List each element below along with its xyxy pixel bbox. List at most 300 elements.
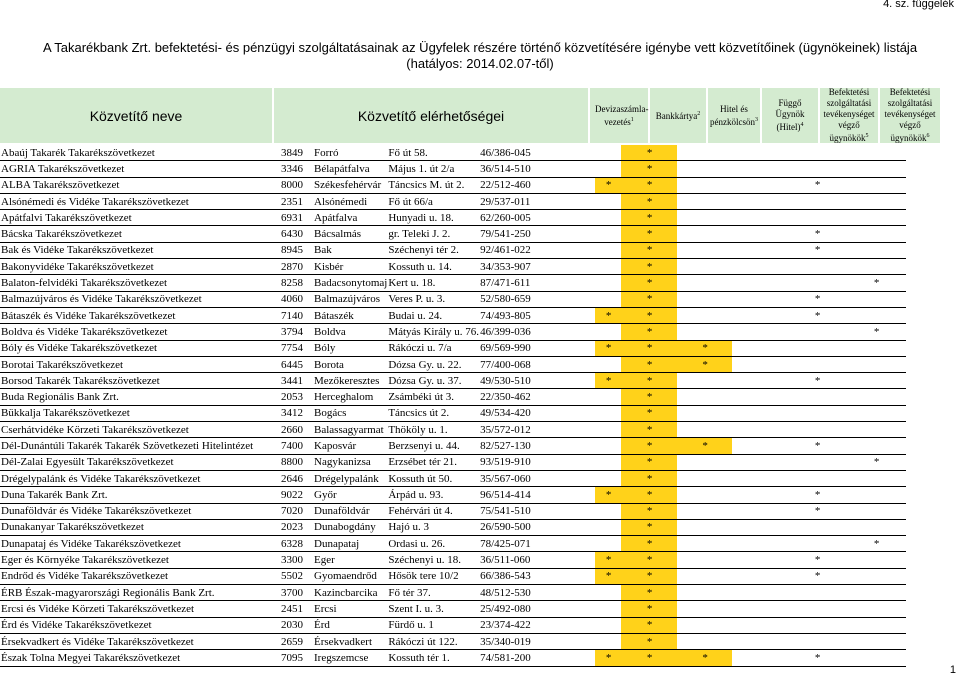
table-row (0, 601, 906, 617)
cell-card: * (621, 470, 677, 486)
cell-zip: 2646 (280, 470, 313, 486)
cell-address: Dózsa Gy. u. 37. (387, 373, 479, 389)
cell-agent (732, 438, 788, 454)
document-title (0, 40, 960, 72)
cell-name: Bóly és Vidéke Takarékszövetkezet (0, 340, 280, 356)
cell-investment-2 (846, 422, 906, 438)
cell-name: Érsekvadkert és Vidéke Takarékszövetkezet (0, 633, 280, 649)
cell-zip: 3794 (280, 324, 313, 340)
cell-card: * (621, 356, 677, 372)
cell-address: Kossuth tér 1. (387, 650, 479, 666)
cell-zip: 8258 (280, 275, 313, 291)
cell-address: Május 1. út 2/a (387, 161, 479, 177)
cell-zip: 7020 (280, 503, 313, 519)
cell-agent (732, 177, 788, 193)
cell-account (595, 454, 621, 470)
cell-address: Kossuth u. 14. (387, 259, 479, 275)
cell-agent (732, 552, 788, 568)
table-row (0, 226, 906, 242)
cell-city: Balassagyarmat (313, 422, 387, 438)
cell-city: Székesfehérvár (313, 177, 387, 193)
cell-city: Eger (313, 552, 387, 568)
cell-investment-1 (788, 422, 846, 438)
cell-address: Zsámbéki út 3. (387, 389, 479, 405)
cell-investment-1 (788, 210, 846, 226)
cell-phone: 36/511-060 (479, 552, 595, 568)
table-row (0, 405, 906, 421)
cell-card: * (621, 177, 677, 193)
cell-investment-2 (846, 193, 906, 209)
cell-investment-2 (846, 291, 906, 307)
cell-investment-2 (846, 633, 906, 649)
cell-city: Bogács (313, 405, 387, 421)
cell-address: Ordasi u. 26. (387, 536, 479, 552)
cell-card: * (621, 210, 677, 226)
cell-phone: 77/400-068 (479, 356, 595, 372)
cell-card: * (621, 438, 677, 454)
cell-loan (677, 145, 732, 161)
cell-investment-1 (788, 324, 846, 340)
cell-investment-2 (846, 356, 906, 372)
cell-investment-2 (846, 519, 906, 535)
cell-investment-1: * (788, 552, 846, 568)
cell-investment-1: * (788, 307, 846, 323)
cell-city: Kaposvár (313, 438, 387, 454)
cell-investment-2 (846, 650, 906, 666)
cell-card: * (621, 161, 677, 177)
cell-zip: 6931 (280, 210, 313, 226)
cell-account (595, 242, 621, 258)
cell-phone: 48/512-530 (479, 585, 595, 601)
table-row (0, 617, 906, 633)
cell-loan (677, 552, 732, 568)
cell-account: * (595, 307, 621, 323)
cell-phone: 49/534-420 (479, 405, 595, 421)
cell-zip: 3441 (280, 373, 313, 389)
cell-investment-1 (788, 454, 846, 470)
cell-zip: 8800 (280, 454, 313, 470)
cell-agent (732, 568, 788, 584)
cell-name: ALBA Takarékszövetkezet (0, 177, 280, 193)
cell-investment-1 (788, 259, 846, 275)
cell-zip: 6430 (280, 226, 313, 242)
table-row (0, 145, 906, 161)
cell-phone: 22/512-460 (479, 177, 595, 193)
cell-address: Rákóczi út 122. (387, 633, 479, 649)
cell-investment-1: * (788, 373, 846, 389)
header-investment-1: Befektetési szolgáltatási tevékenységet végző ügynökök$^5$ (820, 88, 878, 143)
cell-account (595, 324, 621, 340)
cell-name: Balaton-felvidéki Takarékszövetkezet (0, 275, 280, 291)
cell-city: Boldva (313, 324, 387, 340)
cell-card: * (621, 601, 677, 617)
header-card: Bankkártya$^2$ (650, 88, 706, 143)
cell-loan (677, 291, 732, 307)
cell-loan (677, 242, 732, 258)
cell-account (595, 291, 621, 307)
cell-investment-1 (788, 405, 846, 421)
cell-city: Alsónémedi (313, 193, 387, 209)
cell-name: Dunaföldvár és Vidéke Takarékszövetkezet (0, 503, 280, 519)
cell-loan (677, 275, 732, 291)
cell-phone: 87/471-611 (479, 275, 595, 291)
cell-zip: 7754 (280, 340, 313, 356)
cell-agent (732, 210, 788, 226)
cell-investment-2 (846, 177, 906, 193)
table-row (0, 454, 906, 470)
header-account: Devizaszámla-vezetés$^1$ (590, 88, 648, 143)
cell-agent (732, 536, 788, 552)
cell-city: Herceghalom (313, 389, 387, 405)
cell-account: * (595, 177, 621, 193)
cell-loan (677, 259, 732, 275)
cell-agent (732, 405, 788, 421)
cell-investment-1: * (788, 177, 846, 193)
cell-phone: 35/567-060 (479, 470, 595, 486)
cell-account (595, 210, 621, 226)
cell-investment-1: * (788, 650, 846, 666)
cell-phone: 74/493-805 (479, 307, 595, 323)
cell-address: Veres P. u. 3. (387, 291, 479, 307)
cell-address: Kert u. 18. (387, 275, 479, 291)
cell-name: Észak Tolna Megyei Takarékszövetkezet (0, 650, 280, 666)
cell-name: Dunakanyar Takarékszövetkezet (0, 519, 280, 535)
cell-loan: * (677, 356, 732, 372)
cell-zip: 2660 (280, 422, 313, 438)
cell-zip: 8945 (280, 242, 313, 258)
cell-card: * (621, 275, 677, 291)
cell-address: Szent I. u. 3. (387, 601, 479, 617)
cell-loan (677, 161, 732, 177)
cell-zip: 2351 (280, 193, 313, 209)
cell-address: Hősök tere 10/2 (387, 568, 479, 584)
cell-address: Széchenyi tér 2. (387, 242, 479, 258)
cell-agent (732, 633, 788, 649)
table-row (0, 193, 906, 209)
cell-investment-1 (788, 161, 846, 177)
cell-account (595, 601, 621, 617)
cell-zip: 7140 (280, 307, 313, 323)
cell-zip: 3412 (280, 405, 313, 421)
cell-zip: 8000 (280, 177, 313, 193)
cell-phone: 52/580-659 (479, 291, 595, 307)
cell-zip: 2023 (280, 519, 313, 535)
cell-city: Bácsalmás (313, 226, 387, 242)
cell-address: Árpád u. 93. (387, 487, 479, 503)
cell-zip: 9022 (280, 487, 313, 503)
cell-city: Forró (313, 145, 387, 161)
table-row (0, 210, 906, 226)
cell-agent (732, 161, 788, 177)
cell-investment-2 (846, 145, 906, 161)
cell-city: Nagykanizsa (313, 454, 387, 470)
cell-investment-2: * (846, 454, 906, 470)
cell-account (595, 161, 621, 177)
table-row (0, 438, 906, 454)
cell-address: Mátyás Király u. 76. (387, 324, 479, 340)
cell-address: Hajó u. 3 (387, 519, 479, 535)
header-name: Közvetítő neve (0, 88, 272, 143)
table-row (0, 552, 906, 568)
cell-city: Drégelypalánk (313, 470, 387, 486)
table-row (0, 161, 906, 177)
cell-card: * (621, 324, 677, 340)
cell-address: Fürdő u. 1 (387, 617, 479, 633)
cell-address: Thököly u. 1. (387, 422, 479, 438)
cell-card: * (621, 487, 677, 503)
cell-city: Bóly (313, 340, 387, 356)
cell-card: * (621, 226, 677, 242)
cell-name: Balmazújváros és Vidéke Takarékszövetkezet (0, 291, 280, 307)
cell-name: Apátfalvi Takarékszövetkezet (0, 210, 280, 226)
cell-zip: 3700 (280, 585, 313, 601)
page-number: 1 (949, 664, 956, 676)
cell-address: Dózsa Gy. u. 22. (387, 356, 479, 372)
cell-agent (732, 487, 788, 503)
cell-phone: 82/527-130 (479, 438, 595, 454)
cell-card: * (621, 145, 677, 161)
cell-phone: 74/581-200 (479, 650, 595, 666)
cell-zip: 2030 (280, 617, 313, 633)
cell-investment-1 (788, 519, 846, 535)
cell-card: * (621, 340, 677, 356)
cell-investment-2 (846, 438, 906, 454)
cell-address: Fő út 66/a (387, 193, 479, 209)
cell-name: Abaúj Takarék Takarékszövetkezet (0, 145, 280, 161)
cell-investment-2: * (846, 536, 906, 552)
cell-address: Berzsenyi u. 44. (387, 438, 479, 454)
table-row (0, 519, 906, 535)
cell-investment-1 (788, 536, 846, 552)
cell-city: Kisbér (313, 259, 387, 275)
cell-address: Táncsics út 2. (387, 405, 479, 421)
cell-account: * (595, 487, 621, 503)
cell-investment-1 (788, 145, 846, 161)
table-row (0, 324, 906, 340)
cell-phone: 22/350-462 (479, 389, 595, 405)
cell-investment-1 (788, 617, 846, 633)
intermediary-table (0, 145, 906, 667)
cell-city: Kazincbarcika (313, 585, 387, 601)
cell-card: * (621, 454, 677, 470)
cell-name: Boldva és Vidéke Takarékszövetkezet (0, 324, 280, 340)
cell-card: * (621, 389, 677, 405)
cell-city: Iregszemcse (313, 650, 387, 666)
table-row (0, 536, 906, 552)
cell-card: * (621, 503, 677, 519)
cell-city: Bak (313, 242, 387, 258)
cell-loan (677, 601, 732, 617)
cell-loan: * (677, 650, 732, 666)
table-row (0, 275, 906, 291)
cell-agent (732, 503, 788, 519)
cell-account (595, 503, 621, 519)
cell-phone: 25/492-080 (479, 601, 595, 617)
cell-name: Alsónémedi és Vidéke Takarékszövetkezet (0, 193, 280, 209)
cell-city: Borota (313, 356, 387, 372)
cell-city: Dunapataj (313, 536, 387, 552)
cell-investment-1 (788, 601, 846, 617)
cell-card: * (621, 422, 677, 438)
cell-loan (677, 177, 732, 193)
cell-investment-2 (846, 210, 906, 226)
cell-account (595, 145, 621, 161)
table-row (0, 291, 906, 307)
table-row (0, 259, 906, 275)
cell-phone: 69/569-990 (479, 340, 595, 356)
cell-city: Dunabogdány (313, 519, 387, 535)
cell-phone: 96/514-414 (479, 487, 595, 503)
cell-loan (677, 373, 732, 389)
cell-investment-1 (788, 193, 846, 209)
cell-agent (732, 324, 788, 340)
cell-city: Badacsonytomaj (313, 275, 387, 291)
cell-phone: 79/541-250 (479, 226, 595, 242)
cell-loan (677, 568, 732, 584)
table-row (0, 307, 906, 323)
cell-card: * (621, 259, 677, 275)
cell-loan (677, 585, 732, 601)
cell-phone: 62/260-005 (479, 210, 595, 226)
header-investment-2: Befektetési szolgáltatási tevékenységet végző ügynökök$^6$ (880, 88, 940, 143)
cell-agent (732, 275, 788, 291)
cell-phone: 35/572-012 (479, 422, 595, 438)
cell-account (595, 617, 621, 633)
cell-loan (677, 536, 732, 552)
cell-agent (732, 454, 788, 470)
cell-zip: 2870 (280, 259, 313, 275)
cell-account: * (595, 373, 621, 389)
table-row (0, 422, 906, 438)
cell-name: Dél-Dunántúli Takarék Takarék Szövetkezeti Hitelintézet (0, 438, 280, 454)
table-row (0, 487, 906, 503)
table-row (0, 650, 906, 666)
cell-city: Gyomaendrőd (313, 568, 387, 584)
table-row (0, 373, 906, 389)
cell-account (595, 389, 621, 405)
cell-investment-2 (846, 259, 906, 275)
cell-zip: 7400 (280, 438, 313, 454)
cell-agent (732, 422, 788, 438)
cell-card: * (621, 519, 677, 535)
cell-zip: 5502 (280, 568, 313, 584)
cell-phone: 78/425-071 (479, 536, 595, 552)
cell-account (595, 470, 621, 486)
cell-loan (677, 193, 732, 209)
cell-phone: 35/340-019 (479, 633, 595, 649)
cell-loan (677, 405, 732, 421)
cell-loan: * (677, 438, 732, 454)
cell-agent (732, 145, 788, 161)
cell-investment-1: * (788, 291, 846, 307)
table-row (0, 470, 906, 486)
cell-card: * (621, 552, 677, 568)
table-row (0, 356, 906, 372)
cell-loan (677, 226, 732, 242)
cell-investment-2 (846, 405, 906, 421)
table-row (0, 503, 906, 519)
cell-name: Dél-Zalai Egyesült Takarékszövetkezet (0, 454, 280, 470)
cell-agent (732, 585, 788, 601)
cell-loan (677, 519, 732, 535)
cell-phone: 34/353-907 (479, 259, 595, 275)
cell-investment-2 (846, 470, 906, 486)
cell-account (595, 275, 621, 291)
cell-address: Erzsébet tér 21. (387, 454, 479, 470)
cell-card: * (621, 536, 677, 552)
appendix-label: 4. sz. függelék (883, 0, 954, 10)
cell-name: Borotai Takarékszövetkezet (0, 356, 280, 372)
cell-name: Érd és Vidéke Takarékszövetkezet (0, 617, 280, 633)
header-contact: Közvetítő elérhetőségei (274, 88, 588, 143)
cell-city: Érd (313, 617, 387, 633)
cell-agent (732, 470, 788, 486)
cell-loan (677, 307, 732, 323)
cell-phone: 66/386-543 (479, 568, 595, 584)
cell-account (595, 438, 621, 454)
table-row (0, 389, 906, 405)
cell-investment-1 (788, 633, 846, 649)
cell-name: Bátaszék és Vidéke Takarékszövetkezet (0, 307, 280, 323)
cell-investment-1 (788, 585, 846, 601)
cell-name: Borsod Takarék Takarékszövetkezet (0, 373, 280, 389)
cell-agent (732, 650, 788, 666)
cell-loan (677, 617, 732, 633)
cell-name: AGRIA Takarékszövetkezet (0, 161, 280, 177)
cell-address: Széchenyi u. 18. (387, 552, 479, 568)
cell-investment-2 (846, 503, 906, 519)
cell-card: * (621, 405, 677, 421)
cell-city: Apátfalva (313, 210, 387, 226)
table-row (0, 177, 906, 193)
cell-address: Budai u. 24. (387, 307, 479, 323)
title-line-2: (hatályos: 2014.02.07-től) (406, 56, 554, 71)
cell-phone: 46/399-036 (479, 324, 595, 340)
cell-city: Érsekvadkert (313, 633, 387, 649)
cell-agent (732, 389, 788, 405)
cell-zip: 7095 (280, 650, 313, 666)
cell-loan (677, 487, 732, 503)
cell-account (595, 536, 621, 552)
cell-investment-1: * (788, 242, 846, 258)
table-row (0, 633, 906, 649)
cell-phone: 23/374-422 (479, 617, 595, 633)
cell-address: Fő tér 37. (387, 585, 479, 601)
cell-phone: 29/537-011 (479, 193, 595, 209)
cell-name: Endrőd és Vidéke Takarékszövetkezet (0, 568, 280, 584)
cell-card: * (621, 568, 677, 584)
cell-investment-1: * (788, 226, 846, 242)
cell-agent (732, 356, 788, 372)
cell-investment-1: * (788, 438, 846, 454)
cell-investment-2 (846, 307, 906, 323)
cell-phone: 46/386-045 (479, 145, 595, 161)
cell-investment-2 (846, 552, 906, 568)
cell-name: Bácska Takarékszövetkezet (0, 226, 280, 242)
table-row (0, 585, 906, 601)
cell-phone: 36/514-510 (479, 161, 595, 177)
header-agent: Függő Ügynök (Hitel)$^4$ (762, 88, 818, 143)
cell-zip: 6445 (280, 356, 313, 372)
cell-loan (677, 210, 732, 226)
cell-name: Buda Regionális Bank Zrt. (0, 389, 280, 405)
cell-loan (677, 470, 732, 486)
cell-loan (677, 422, 732, 438)
cell-name: Ercsi és Vidéke Körzeti Takarékszövetkezet (0, 601, 280, 617)
cell-city: Bélapátfalva (313, 161, 387, 177)
cell-investment-2 (846, 487, 906, 503)
cell-account: * (595, 568, 621, 584)
